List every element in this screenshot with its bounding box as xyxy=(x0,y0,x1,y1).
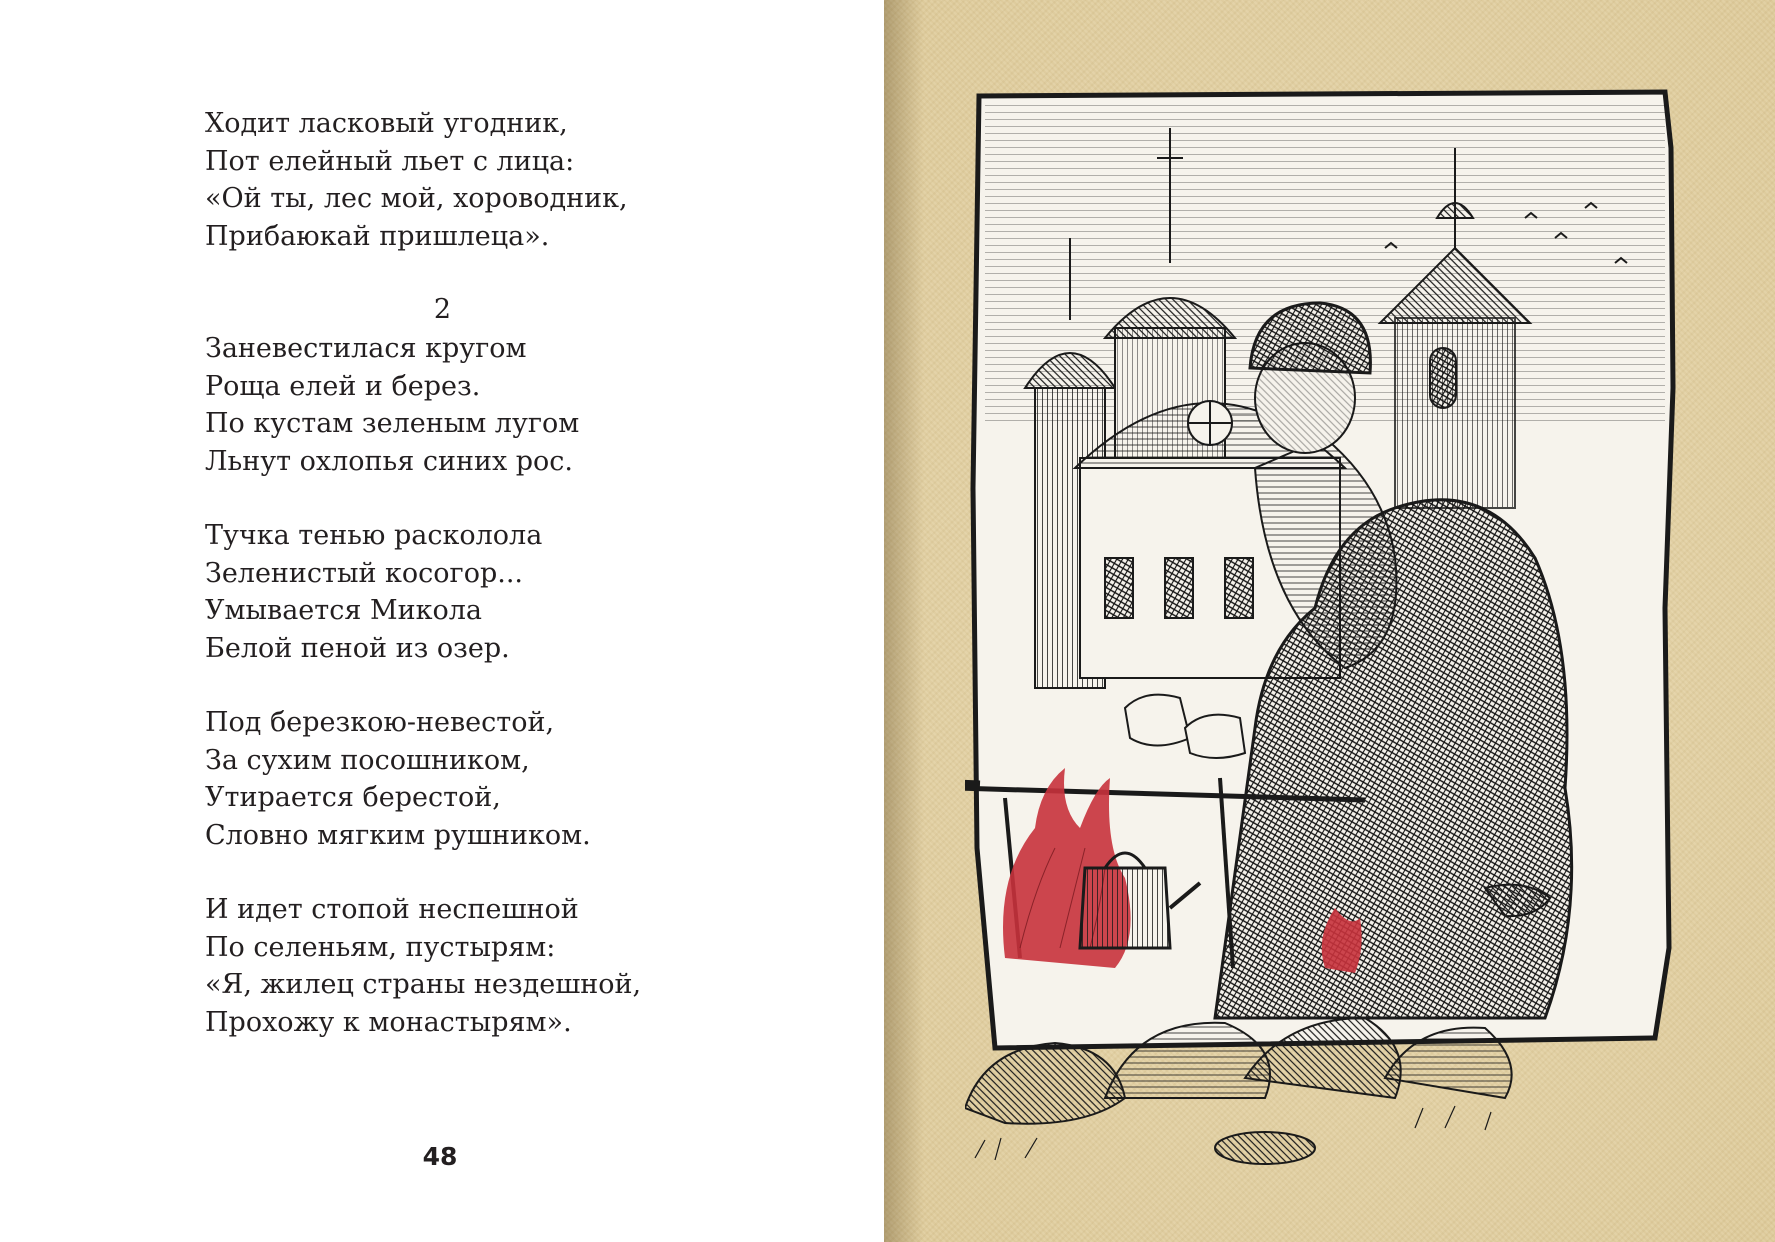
poem-line: За сухим посошником, xyxy=(205,744,530,776)
poem-line: Льнут охлопья синих рос. xyxy=(205,445,573,477)
stanza-2 xyxy=(205,330,579,480)
poem-line: Белой пеной из озер. xyxy=(205,632,510,664)
poem-line: И идет стопой неспешной xyxy=(205,894,579,925)
poem-line: «Ой ты, лес мой, хороводник, xyxy=(205,183,628,214)
poem-line: По селеньям, пустырям: xyxy=(205,931,556,963)
poem-line: «Я, жилец страны нездешной, xyxy=(205,969,642,1000)
stanza-5 xyxy=(205,891,641,1041)
gutter-shadow xyxy=(884,0,924,1242)
left-page xyxy=(0,0,884,1242)
poem-line: Пот елейный льет с лица: xyxy=(205,145,575,177)
poem-line: Умывается Микола xyxy=(205,595,482,626)
stanza-4 xyxy=(205,704,591,854)
monk-by-campfire-illustration xyxy=(965,88,1680,1203)
poem-line: Тучка тенью расколола xyxy=(205,520,543,551)
poem-line: Под березкою-невестой, xyxy=(205,707,555,738)
poem-line: Зеленистый косогор... xyxy=(205,557,523,589)
poem-line: По кустам зеленым лугом xyxy=(205,408,580,439)
poem-line: Прибаюкай пришлеца». xyxy=(205,220,550,252)
poem-line: Роща елей и берез. xyxy=(205,370,481,402)
stanza-1 xyxy=(205,105,628,255)
poem-line: Словно мягким рушником. xyxy=(205,819,591,851)
section-number: 2 xyxy=(433,294,452,325)
poem-line: Прохожу к монастырям». xyxy=(205,1006,572,1038)
poem-line: Ходит ласковый угодник, xyxy=(205,108,568,139)
poem-line: Заневестилася кругом xyxy=(205,333,527,364)
poem-line: Утирается берестой, xyxy=(205,782,501,813)
page-number: 48 xyxy=(422,1142,458,1171)
stanza-3 xyxy=(205,517,542,667)
